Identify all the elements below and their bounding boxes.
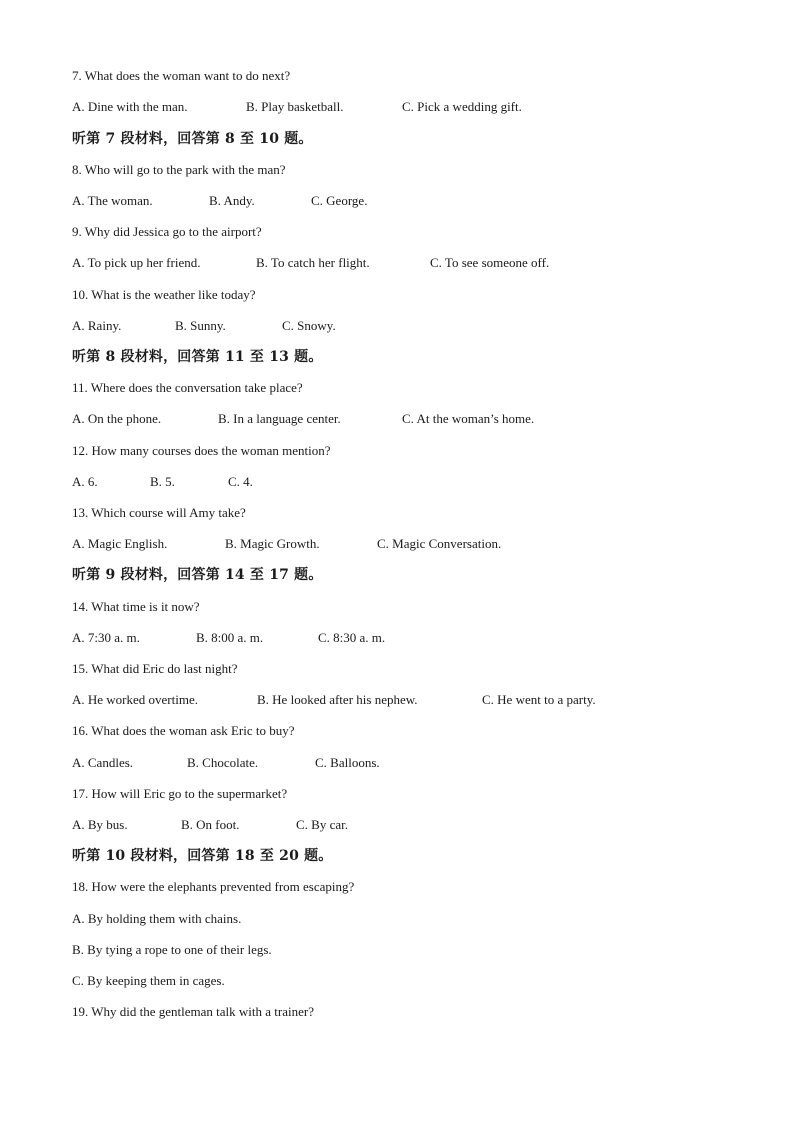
option-c: C. To see someone off. <box>430 255 550 270</box>
option-c: C. 8:30 a. m. <box>318 630 386 645</box>
question-stem: 8. Who will go to the park with the man? <box>72 162 286 177</box>
section-heading: 听第 9 段材料，回答第 14 至 17 题。 <box>72 567 323 583</box>
option-a: A. He worked overtime. <box>72 692 198 707</box>
option-a: A. By holding them with chains. <box>72 911 242 926</box>
option-b: B. Andy. <box>209 193 255 208</box>
option-b: B. 8:00 a. m. <box>196 630 264 645</box>
option-a: A. By bus. <box>72 817 128 832</box>
option-c: C. Pick a wedding gift. <box>402 99 522 114</box>
option-c: C. Snowy. <box>282 318 336 333</box>
option-c: C. By car. <box>296 817 348 832</box>
option-a: A. The woman. <box>72 193 153 208</box>
option-b: B. 5. <box>150 474 175 489</box>
question-stem: 16. What does the woman ask Eric to buy? <box>72 723 295 738</box>
option-b: B. Magic Growth. <box>225 536 320 551</box>
question-stem: 17. How will Eric go to the supermarket? <box>72 786 288 801</box>
question-stem: 11. Where does the conversation take place? <box>72 380 303 395</box>
option-b: B. In a language center. <box>218 411 341 426</box>
question-stem: 18. How were the elephants prevented from escaping? <box>72 879 355 894</box>
option-c: C. He went to a party. <box>482 692 596 707</box>
section-heading: 听第 7 段材料，回答第 8 至 10 题。 <box>72 131 313 147</box>
section-heading: 听第 8 段材料，回答第 11 至 13 题。 <box>72 349 323 365</box>
option-b: B. On foot. <box>181 817 240 832</box>
option-c: C. By keeping them in cages. <box>72 973 225 988</box>
option-c: C. 4. <box>228 474 253 489</box>
option-a: A. Rainy. <box>72 318 122 333</box>
question-stem: 13. Which course will Amy take? <box>72 505 246 520</box>
option-a: A. 6. <box>72 474 98 489</box>
option-c: C. Magic Conversation. <box>377 536 502 551</box>
option-b: B. He looked after his nephew. <box>257 692 418 707</box>
option-a: A. Magic English. <box>72 536 168 551</box>
option-b: B. To catch her flight. <box>256 255 370 270</box>
option-b: B. By tying a rope to one of their legs. <box>72 942 272 957</box>
option-c: C. George. <box>311 193 368 208</box>
option-b: B. Chocolate. <box>187 755 259 770</box>
option-a: A. To pick up her friend. <box>72 255 201 270</box>
question-stem: 15. What did Eric do last night? <box>72 661 238 676</box>
question-stem: 19. Why did the gentleman talk with a trainer? <box>72 1004 314 1019</box>
option-a: A. Dine with the man. <box>72 99 188 114</box>
option-a: A. On the phone. <box>72 411 162 426</box>
section-heading: 听第 10 段材料，回答第 18 至 20 题。 <box>72 848 333 864</box>
question-stem: 14. What time is it now? <box>72 599 200 614</box>
question-stem: 12. How many courses does the woman mention? <box>72 443 331 458</box>
option-b: B. Sunny. <box>175 318 226 333</box>
question-stem: 10. What is the weather like today? <box>72 287 256 302</box>
option-b: B. Play basketball. <box>246 99 344 114</box>
option-a: A. 7:30 a. m. <box>72 630 140 645</box>
question-stem: 7. What does the woman want to do next? <box>72 68 291 83</box>
option-c: C. Balloons. <box>315 755 380 770</box>
option-a: A. Candles. <box>72 755 134 770</box>
option-c: C. At the woman’s home. <box>402 411 535 426</box>
question-stem: 9. Why did Jessica go to the airport? <box>72 224 262 239</box>
